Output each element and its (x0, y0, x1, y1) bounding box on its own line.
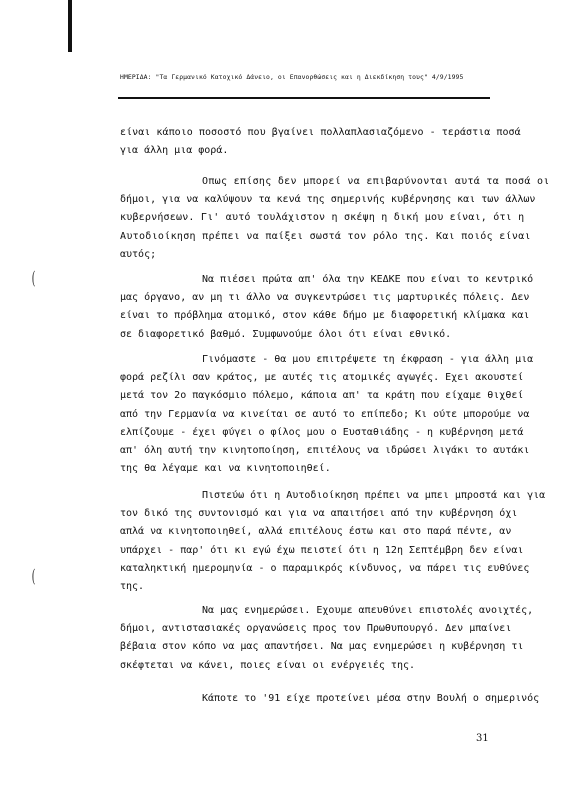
text-line: ελπίζουμε - έχει φύγει ο φίλος μου ο Ευσταθιάδης - η κυβέρνηση μετά (120, 426, 524, 438)
text-line: απλά να κινητοποιηθεί, αλλά επιτέλους έστω και στο παρά πέντε, αν (120, 526, 512, 538)
text-line: για άλλη μια φορά. (120, 145, 229, 157)
text-line: σκέφτεται να κάνει, ποιες είναι οι ενέργειές της. (120, 659, 416, 671)
text-line: τον δικό της συντονισμό και για να απαιτήσει από την κυβέρνηση όχι (120, 508, 518, 520)
text-line: μετά τον 2ο παγκόσμιο πόλεμο, κάποια απ' τα κράτη που είχαμε θιχθεί (120, 390, 524, 402)
header-rule (118, 97, 490, 99)
page-number: 31 (476, 733, 489, 744)
text-line: σε διαφορετικό βαθμό. Συμφωνούμε όλοι ότι είναι εθνικό. (120, 328, 452, 340)
paragraph-1 (120, 124, 520, 160)
paragraph-5 (120, 487, 545, 596)
text-line: της θα λέγαμε και να κινητοποιηθεί. (120, 463, 331, 475)
text-line: είναι το πρόβλημα ατομικό, στον κάθε δήμο με διαφορετική κλίμακα και (120, 310, 530, 322)
margin-bracket-mark: ( (31, 566, 36, 587)
margin-bracket-mark: ( (31, 268, 36, 289)
paragraph-3 (120, 271, 533, 344)
text-line: υπάρχει - παρ' ότι κι εγώ έχω πειστεί ότι η 12η Σεπτέμβρη δεν είναι (120, 544, 524, 556)
text-line: βέβαια στον κόπο να μας απαντήσει. Να μας ενημερώσει η κυβέρνηση τι (120, 641, 524, 653)
text-line: αυτός; (120, 248, 157, 260)
text-line: Αυτοδιοίκηση πρέπει να παίξει σωστά τον ρόλο της. Και ποιός είναι (120, 230, 531, 242)
text-line: Γινόμαστε - θα μου επιτρέψετε τη έκφραση - για άλλη μια (202, 354, 534, 365)
text-line: από την Γερμανία να κινείται σε αυτό το επίπεδο; Κι ούτε μπορούμε να (120, 408, 530, 420)
text-line: φορά ρεζίλι σαν κράτος, με αυτές τις ατομικές αγωγές. Εχει ακουστεί (120, 372, 524, 384)
text-line: Να μας ενημερώσει. Εχουμε απευθύνει επιστολές ανοιχτές, (202, 605, 534, 616)
paragraph-2 (120, 173, 550, 264)
text-line: απ' όλη αυτή την κινητοποίηση, επιτέλους να ιδρώσει λιγάκι το αυτάκι (120, 445, 530, 457)
text-line: Κάποτε το '91 είχε προτείνει μέσα στην Βουλή ο σημερινός (202, 693, 540, 704)
text-line: δήμοι, αντιστασιακές οργανώσεις προς τον Πρωθυπουργό. Δεν μπαίνει (120, 623, 512, 635)
paragraph-6 (120, 602, 533, 675)
text-line: Οπως επίσης δεν μπορεί να επιβαρύνονται αυτά τα ποσά οι (202, 176, 550, 187)
text-line: της. (120, 581, 145, 593)
paragraph-7 (120, 690, 539, 708)
page-header: ΗΜΕΡΙΔΑ: "Τα Γερμανικό Κατοχικό Δάνειο, οι Επανορθώσεις και η Διεκδίκηση τους" 4/9/1995 (120, 73, 464, 81)
scan-edge-mark (68, 0, 72, 52)
text-line: δήμοι, για να καλύψουν τα κενά της σημερινής κυβέρνησης και των άλλων (120, 194, 536, 206)
text-line: κυβερνήσεων. Γι' αυτό τουλάχιστον η σκέψη η δική μου είναι, ότι η (120, 212, 525, 224)
text-line: καταληκτική ημερομηνία - ο παραμικρός κίνδυνος, να πάρει τις ευθύνες (120, 562, 530, 574)
text-line: μας όργανο, αν μη τι άλλο να συγκεντρώσει τις μαρτυρικές πόλεις. Δεν (120, 292, 530, 304)
paragraph-4 (120, 351, 533, 478)
text-line: είναι κάποιο ποσοστό που βγαίνει πολλαπλασιαζόμενο - τεράστια ποσά (120, 127, 521, 138)
text-line: Να πιέσει πρώτα απ' όλα την ΚΕΔΚΕ που είναι το κεντρικό (202, 274, 534, 285)
text-line: Πιστεύω ότι η Αυτοδιοίκηση πρέπει να μπει μπροστά και για (202, 490, 546, 501)
